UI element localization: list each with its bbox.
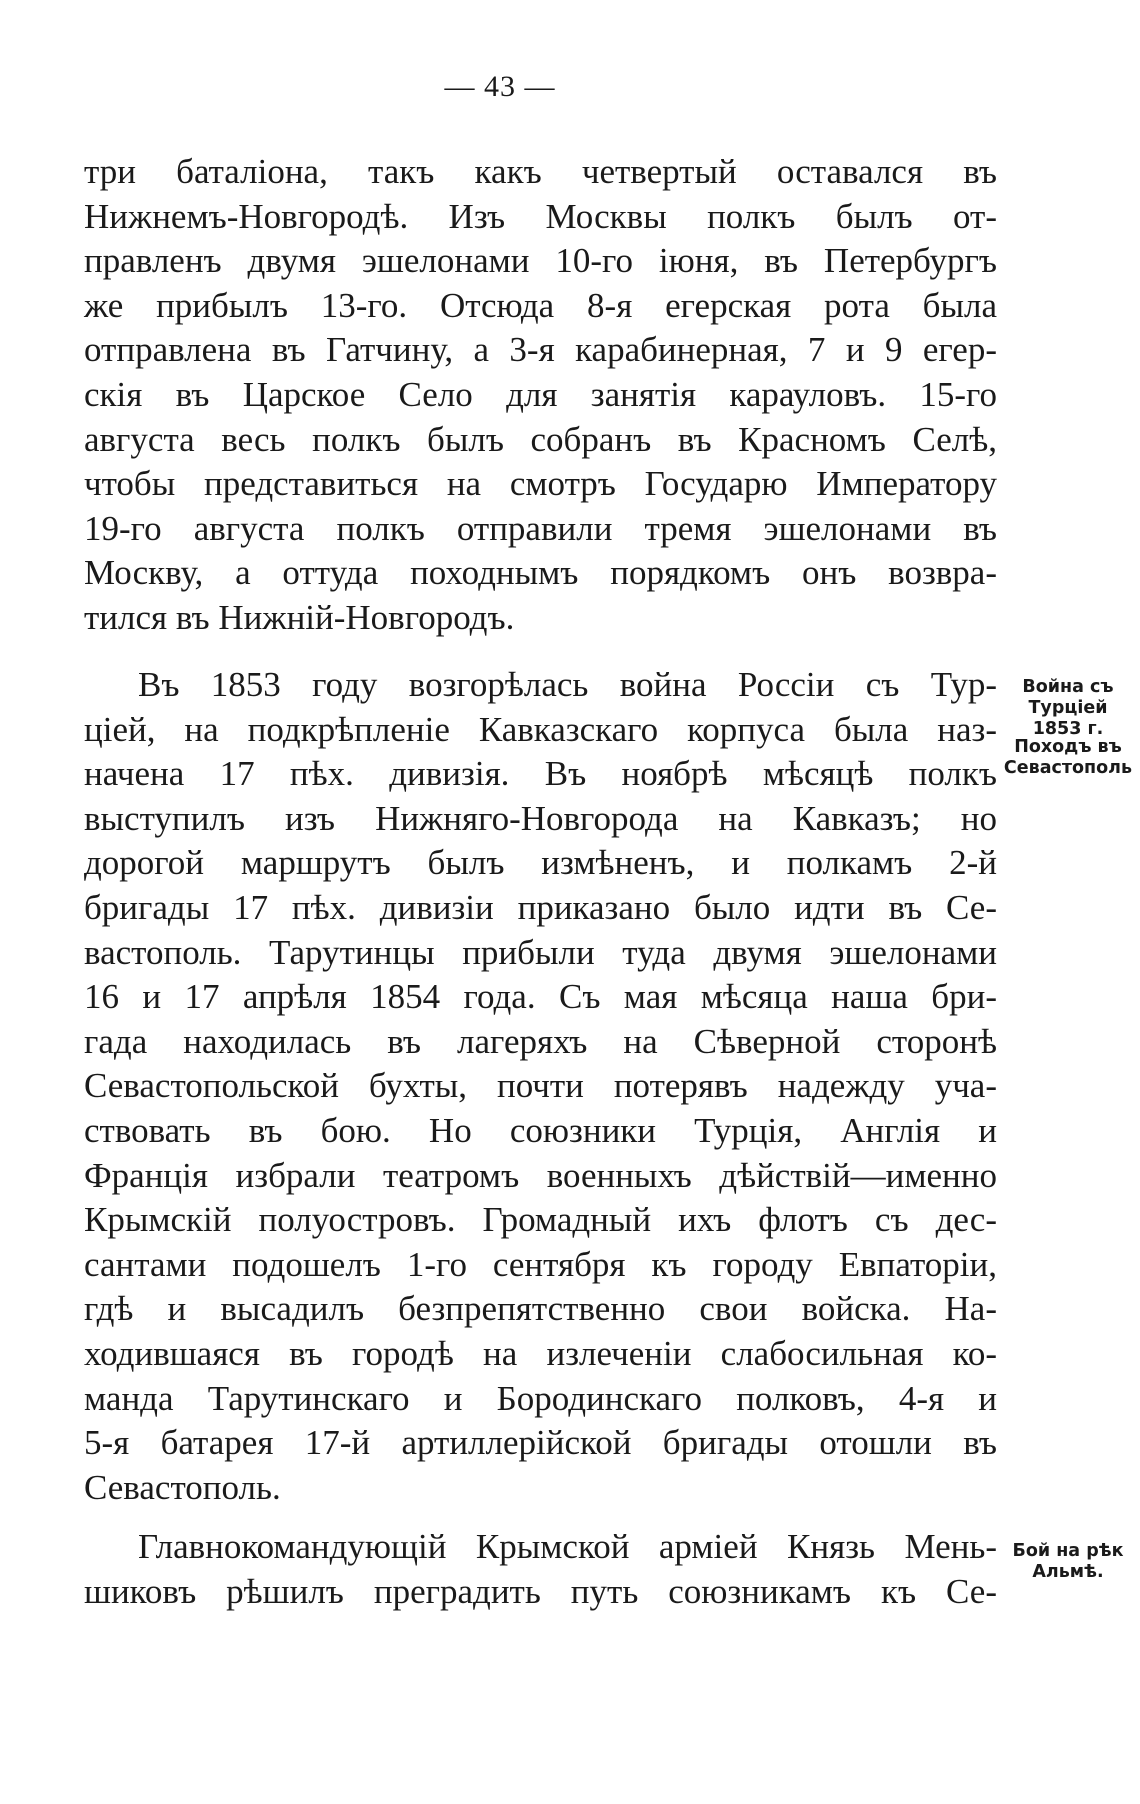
text-line: Крымскій полуостровъ. Громадный ихъ флотъ съ дес- (84, 1200, 997, 1240)
text-line: шиковъ рѣшилъ преградить путь союзникамъ къ Се- (84, 1571, 997, 1611)
paragraph-2 (84, 663, 997, 1510)
sidenote-line: Война съ (1022, 677, 1114, 697)
paragraph-1 (84, 150, 997, 641)
text-line: сантами подошелъ 1-го сентября къ городу Евпаторіи, (84, 1244, 997, 1284)
page-number: — 43 — (444, 70, 556, 103)
sidenote-line: Турціей (1028, 698, 1108, 718)
sidenote-march-to-sevastopol (1000, 737, 1136, 779)
text-line: гдѣ и высадилъ безпрепятственно свои войска. На- (84, 1289, 997, 1329)
text-line: Москву, а оттуда походнымъ порядкомъ онъ возвра- (84, 553, 997, 593)
text-line: ціей, на подкрѣпленіе Кавказскаго корпуса была наз- (84, 709, 997, 749)
sidenote-line: Походъ въ (1014, 737, 1122, 757)
text-line: Франція избрали театромъ военныхъ дѣйствій—именно (84, 1155, 997, 1195)
text-line: отправлена въ Гатчину, а 3-я карабинерная, 7 и 9 егер- (84, 330, 997, 370)
sidenote-line: Альмѣ. (1032, 1562, 1104, 1582)
text-line: тился въ Нижній-Новгородъ. (84, 597, 515, 637)
sidenote-line: 1853 г. (1032, 719, 1104, 739)
text-line: Севастопольской бухты, почти потерявъ надежду уча- (84, 1066, 997, 1106)
text-line: начена 17 пѣх. дивизія. Въ ноябрѣ мѣсяцѣ полкъ (84, 754, 997, 794)
text-line: Нижнемъ-Новгородѣ. Изъ Москвы полкъ былъ от- (84, 196, 997, 236)
text-line: 19-го августа полкъ отправили тремя эшелонами въ (84, 508, 997, 548)
sidenote-line: Бой на рѣк (1012, 1541, 1124, 1561)
text-line: три баталіона, такъ какъ четвертый оставался въ (84, 152, 997, 191)
text-line: 5-я батарея 17-й артиллерійской бригады отошли въ (84, 1423, 997, 1463)
text-line: ствовать въ бою. Но союзники Турція, Англія и (84, 1110, 997, 1150)
text-line: гада находилась въ лагеряхъ на Сѣверной сторонѣ (84, 1021, 997, 1061)
text-line: чтобы представиться на смотръ Государю Императору (84, 464, 997, 504)
text-line: вастополь. Тарутинцы прибыли туда двумя эшелонами (84, 932, 997, 972)
sidenote-line: Севастополь (1003, 758, 1133, 778)
text-line: же прибылъ 13-го. Отсюда 8-я егерская рота была (84, 285, 997, 325)
text-line: правленъ двумя эшелонами 10-го іюня, въ Петербургъ (84, 241, 997, 281)
text-line: манда Тарутинскаго и Бородинскаго полковъ, 4-я и (84, 1378, 997, 1418)
text-line: скія въ Царское Село для занятія карауловъ. 15-го (84, 374, 997, 414)
text-line: августа весь полкъ былъ собранъ въ Красномъ Селѣ, (84, 419, 997, 459)
text-line: Главнокомандующій Крымской арміей Князь Мень- (138, 1527, 997, 1566)
text-line: 16 и 17 апрѣля 1854 года. Съ мая мѣсяца наша бри- (84, 977, 997, 1017)
text-line: выступилъ изъ Нижняго-Новгорода на Кавказъ; но (84, 798, 997, 838)
sidenote-battle-of-alma (1000, 1541, 1136, 1583)
sidenote-war-with-turkey (1000, 677, 1136, 740)
paragraph-3 (84, 1525, 997, 1614)
text-line: бригады 17 пѣх. дивизіи приказано было идти въ Се- (84, 887, 997, 927)
text-line: Севастополь. (84, 1467, 281, 1507)
text-line: Въ 1853 году возгорѣлась война Россіи съ Тур- (138, 665, 997, 704)
text-line: дорогой маршрутъ былъ измѣненъ, и полкамъ 2-й (84, 843, 997, 883)
text-line: ходившаяся въ городѣ на излеченіи слабосильная ко- (84, 1333, 997, 1373)
